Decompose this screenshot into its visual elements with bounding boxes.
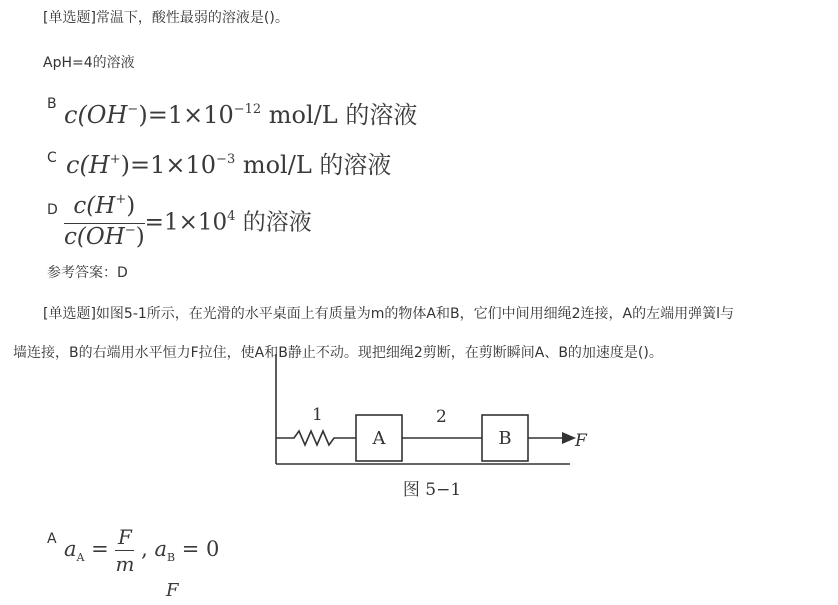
string-label: 2 — [436, 407, 447, 427]
formula-text: =1×10 — [147, 101, 234, 129]
block-b-label: B — [498, 428, 512, 449]
option-a-text: pH=4的溶液 — [52, 55, 135, 71]
force-label: F — [575, 431, 587, 451]
spring-1 — [276, 431, 356, 445]
superscript: + — [109, 152, 121, 167]
fraction: $\frac{F}{m}$ — [115, 525, 135, 576]
option-a-letter: A — [43, 55, 53, 71]
option-d-letter[interactable]: D — [47, 202, 58, 218]
option-b-formula — [64, 101, 417, 134]
option-c-formula — [66, 151, 391, 184]
formula-text: =1×10 — [130, 151, 217, 179]
q2-option-a-letter[interactable]: A — [47, 531, 57, 547]
question2-stem-line2: 墙连接，B的右端用水平恒力F拉住，使A和B静止不动。现把细绳2剪断，在剪断瞬间A、B的加速度是()。 — [13, 345, 663, 361]
formula-text: ) — [120, 151, 131, 179]
fraction — [64, 193, 145, 254]
fraction-denominator: c(OH−) — [64, 223, 145, 250]
superscript: − — [127, 102, 139, 117]
option-b-letter[interactable]: B — [47, 96, 57, 112]
partial-formula: F — [166, 580, 179, 601]
formula-text: c(H — [66, 151, 110, 179]
superscript: 4 — [227, 208, 236, 224]
formula-text: mol/L 的溶液 — [261, 101, 418, 129]
formula-text: c(OH — [64, 101, 128, 129]
arrow-head — [562, 432, 576, 444]
fraction-numerator: c(H+) — [64, 193, 145, 224]
superscript: −12 — [233, 102, 262, 117]
option-c-letter[interactable]: C — [47, 150, 57, 166]
formula-text: =1×10 — [144, 209, 228, 236]
question2-stem-line1: [单选题]如图5-1所示，在光滑的水平桌面上有质量为m的物体A和B，它们中间用细绳2连接，A的左端用弹簧l与 — [43, 306, 734, 322]
formula-text: mol/L 的溶液 — [235, 151, 392, 179]
question1-stem: [单选题]常温下，酸性最弱的溶液是()。 — [43, 10, 289, 26]
q2-option-a-formula: $a_A$ = $\frac{F}{m}$ , $a_B = 0$ — [64, 525, 220, 576]
figure-5-1 — [268, 352, 588, 504]
superscript: −3 — [216, 152, 236, 167]
figure-caption: 图 5−1 — [402, 480, 462, 500]
answer-text: 参考答案：D — [47, 265, 128, 281]
formula-text: 的溶液 — [235, 209, 312, 236]
option-d-formula — [64, 193, 312, 254]
spring-label: 1 — [312, 405, 323, 425]
formula-text: ) — [138, 101, 148, 129]
option-a-row[interactable] — [43, 53, 135, 73]
block-a-label: A — [372, 428, 386, 449]
